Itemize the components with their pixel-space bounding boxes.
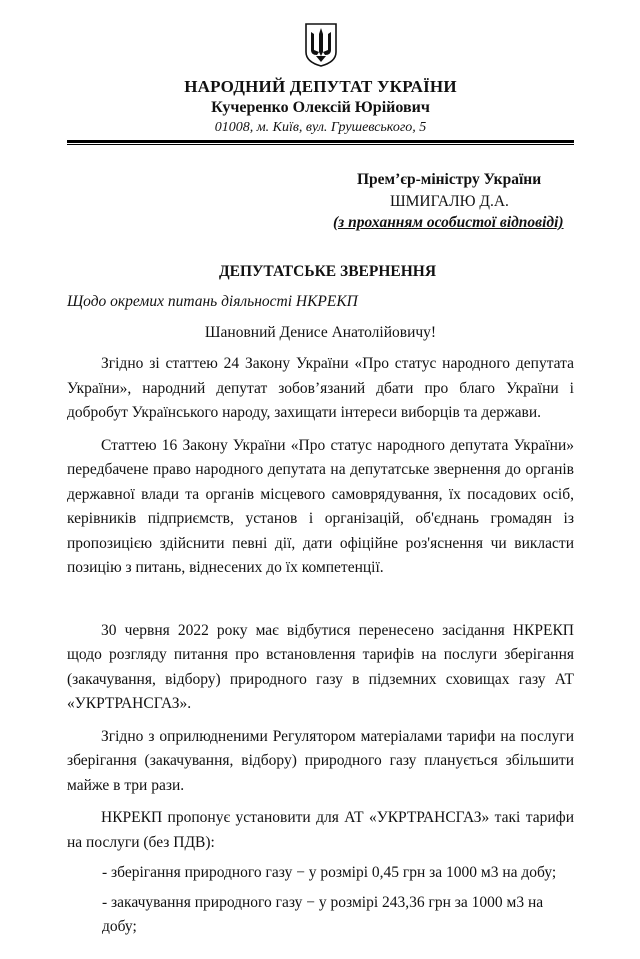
document-title: ДЕПУТАТСЬКЕ ЗВЕРНЕННЯ — [218, 263, 437, 280]
issuer-address: 01008, м. Київ, вул. Грушевського, 5 — [214, 120, 427, 135]
addressee-note: (з проханням особистої відповіді) — [333, 214, 564, 231]
emblem-container — [67, 22, 574, 70]
addressee-block — [333, 169, 574, 233]
paragraph: Згідно з оприлюдненими Регулятором матеріалами тарифи на послуги зберігання (закачування, відбору) природного газу планується збільшити майже в три рази. — [67, 727, 574, 794]
addressee-name: ШМИГАЛЮ Д.А. — [390, 193, 509, 210]
greeting: Шановний Денисе Анатолійовичу! — [204, 324, 437, 341]
document-subject: Щодо окремих питань діяльності НКРЕКП — [67, 293, 358, 310]
paragraph: Статтею 16 Закону України «Про статус народного депутата України» передбачене право народного депутата на депутатське звернення до органів державної влади та органів місцевого самоврядування, їх посадових осіб, керівників підприємств, установ і організацій, об'єднань громадян із пропозицією здійснити певні дії, дати офіційне роз'яснення чи викласти позицію з питань, віднесених до їх компетенції. — [67, 436, 574, 576]
paragraph: Згідно зі статтею 24 Закону України «Про статус народного депутата України», народний депутат зобов’язаний дбати про благо України і добробут Українського народу, захищати інтереси виборців та держави. — [67, 355, 574, 421]
paragraph: НКРЕКП пропонує установити для АТ «УКРТРАНСГАЗ» такі тарифи на послуги (без ПДВ): — [67, 809, 574, 851]
tariff-list-item: - закачування природного газу − у розмірі 243,36 грн за 1000 м3 на добу; — [102, 894, 544, 935]
trident-coat-of-arms-icon — [304, 22, 338, 68]
paragraph: 30 червня 2022 року має відбутися перенесено засідання НКРЕКП щодо розгляду питання про встановлення тарифів на послуги зберігання (закачування, відбору) природного газу в підземних сховищах газу АТ «УКРТРАНСГАЗ». — [67, 621, 574, 712]
issuer-title: НАРОДНИЙ ДЕПУТАТ УКРАЇНИ — [184, 77, 457, 96]
addressee-position: Прем’єр-міністру України — [357, 171, 542, 188]
issuer-name: Кучеренко Олексій Юрійович — [211, 99, 430, 116]
tariff-list-item: - зберігання природного газу − у розмірі 0,45 грн за 1000 м3 на добу; — [102, 864, 557, 881]
header-divider — [67, 140, 574, 145]
